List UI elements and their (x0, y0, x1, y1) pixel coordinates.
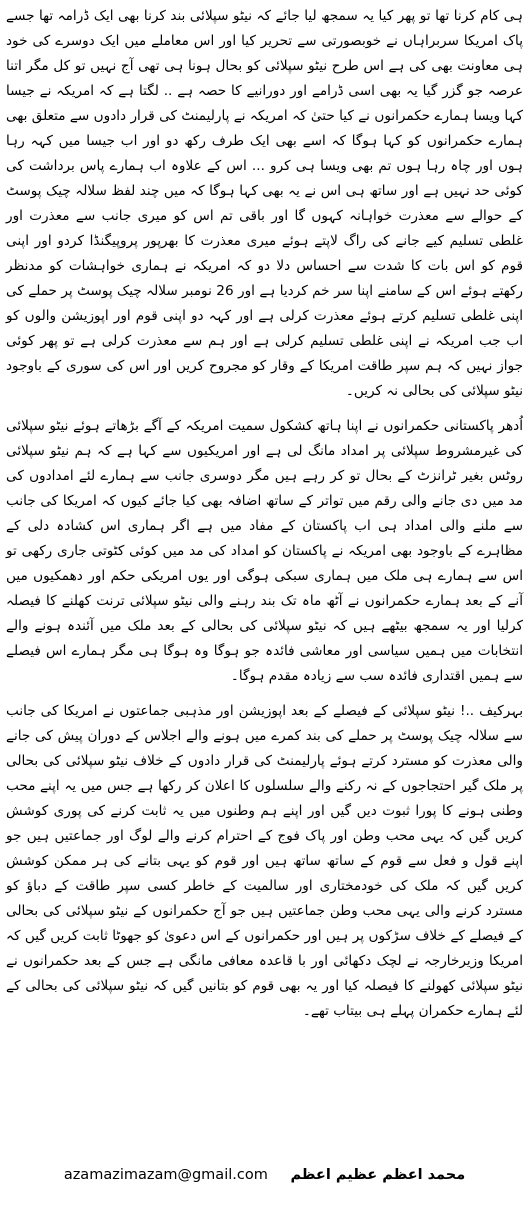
article-paragraph: اُدھر پاکستانی حکمرانوں نے اپنا ہاتھ کشکول سمیت امریکہ کے آگے بڑھاتے ہوئے نیٹو سپلائی کی غیرمشروط سپلائی پر امداد مانگ لی ہے اور امریکیوں سے کہا ہے کہ ہم نیٹو سپلائی روٹس بغیر ٹرانزٹ کے بحال تو کر رہے ہیں مگر دوسری جانب سے ہمارے لئے امدادوں کی مد میں دی جانے والی رقم میں تواتر کے ساتھ اضافہ بھی کیا جائے کیوں کہ امریکا کی جانب سے ملنے والی امداد ہی اب پاکستان کے مفاد میں ہے اگر ہماری اس کشادہ دلی کے مظاہرے کے باوجود بھی امریکہ نے پاکستان کو امداد کی مد میں کوئی کٹوتی جاری رکھی تو اس سے ہمارے ہی ملک میں ہماری سبکی ہوگی اور یوں امریکی حکم اور دھمکیوں میں آنے کے بعد ہمارے حکمرانوں نے آٹھ ماہ تک بند رہنے والی نیٹو سپلائی ترنت کھلنے کا فیصلہ کرلیا اور یہ سمجھ بیٹھے ہیں کہ نیٹو سپلائی کی بحالی کے بعد ملک میں آئندہ ہونے والے انتخابات میں ہمیں سیاسی اور معاشی فائدہ جو ہوگا وہ ہوگا ہی مگر ہمارے اس فیصلے سے ہمیں اقتداری فائدہ سب سے زیادہ مقدم ہوگا۔ (6, 418, 523, 684)
author-signature (0, 1160, 529, 1190)
article-paragraph: ہی کام کرنا تھا تو پھر کیا یہ سمجھ لیا جائے کہ نیٹو سپلائی بند کرنا بھی ایک ڈرامہ تھا جسے پاک امریکا سربراہاں نے خوبصورتی سے تحریر کیا اور اس معاملے میں ایک دوسرے کی خود ہی معاونت بھی کی ہے اس طرح نیٹو سپلائی کو بحال ہونا ہی تھی آج نہیں تو کل مگر اتنا عرصہ جو گزر گیا یہ بھی اسی ڈرامے اور دورانیے کا حصہ ہے .. لگتا ہے کہ امریکہ نے جیسا کہا ویسا ہمارے حکمرانوں نے کیا حتیٰ کہ امریکہ نے پارلیمنٹ کی قرار دادوں سے متعلق بھی ہمارے حکمرانوں کو کہا ہوگا کہ اسے بھی ایک طرف رکھ دو اور اب جیسا میں کہہ رہا ہوں اور چاہ رہا ہوں تم بھی ویسا ہی کرو ... اس کے علاوہ اب ہمارے پاس برداشت کی کوئی حد نہیں ہے اور ساتھ ہی اس نے یہ بھی کہا ہوگا کہ میں چند لفظ سلالہ چیک پوسٹ کے حوالے سے معذرت خواہانہ کہوں گا اور باقی تم اس کو میری جانب سے معذرت اور غلطی تسلیم کیے جانے کی راگ لاپتے ہوئے میری معذرت کا بھرپور پروپیگنڈا کردو اور اپنی قوم کو اس بات کا شدت سے احساس دلا دو کہ امریکہ نے ہماری خواہشات کو مدنظر رکھتے ہوئے اس کے سامنے اپنا سر خم کردیا ہے اور 26 نومبر سلالہ چیک پوسٹ پر حملے کی اپنی غلطی تسلیم کرتے ہوئے معذرت کرلی ہے اور کہہ دو اپنی قوم اور اپوزیشن والوں کو اب جب امریکہ نے اپنی غلطی تسلیم کرلی ہے اور ہم سے معذرت کرلی ہے تو پھر کوئی جواز نہیں کہ ہم سپر طاقت امریکا کے وقار کو مجروح کریں اور اس کی سوری کے باوجود نیٹو سپلائی کی بحالی نہ کریں۔ (6, 8, 523, 399)
author-email[interactable]: azamazimazam@gmail.com (63, 1167, 268, 1183)
article-paragraph: بہرکیف ..! نیٹو سپلائی کے فیصلے کے بعد اپوزیشن اور مذہبی جماعتوں نے امریکا کی جانب سے سلالہ چیک پوسٹ پر حملے کی بند کمرے میں ہونے والے اجلاس کے دوران پیش کی جانے والی معذرت کو مسترد کرتے ہوئے پارلیمنٹ کی قرار دادوں کے خلاف نیٹو سپلائی کی بحالی پر ملک گیر احتجاجوں کے نہ رکنے والے سلسلوں کا اعلان کر رکھا ہے جس میں یہ اپنے محب وطنی ہونے کا پورا ثبوت دیں گیں اور اپنے ہم وطنوں میں یہ ثابت کرنے کی پوری کوشش کریں گیں کہ یہی محب وطن اور پاک فوج کے احترام کرنے والے لوگ اور جماعتیں ہیں جو اپنے قول و فعل سے قوم کے ساتھ ساتھ ہیں اور قوم کو یہی بتانے کی ہر ممکن کوشش کریں گیں کہ ملک کی خودمختاری اور سالمیت کے خاطر کسی سپر طاقت کے دباؤ کو مسترد کرنے والی یہی محب وطن جماعتیں ہیں جو آج حکمرانوں کے نیٹو سپلائی کی بحالی کے فیصلے کے خلاف سڑکوں پر ہیں اور حکمرانوں کے اس دعویٰ کو جھوٹا ثابت کریں گیں کہ امریکا وزیرخارجہ نے لچک دکھائی اور با قاعدہ معافی مانگی ہے جس کے بعد حکمرانوں نے نیٹو سپلائی کھولنے کا فیصلہ کیا اور یہ بھی قوم کو بتانیں گیں کہ نیٹو سپلائی کی بحالی کے لئے ہمارے حکمران پہلے ہی بیتاب تھے۔ (6, 703, 523, 1019)
article-body (6, 4, 523, 1024)
author-name: محمد اعظم عظیم اعظم (290, 1167, 466, 1183)
